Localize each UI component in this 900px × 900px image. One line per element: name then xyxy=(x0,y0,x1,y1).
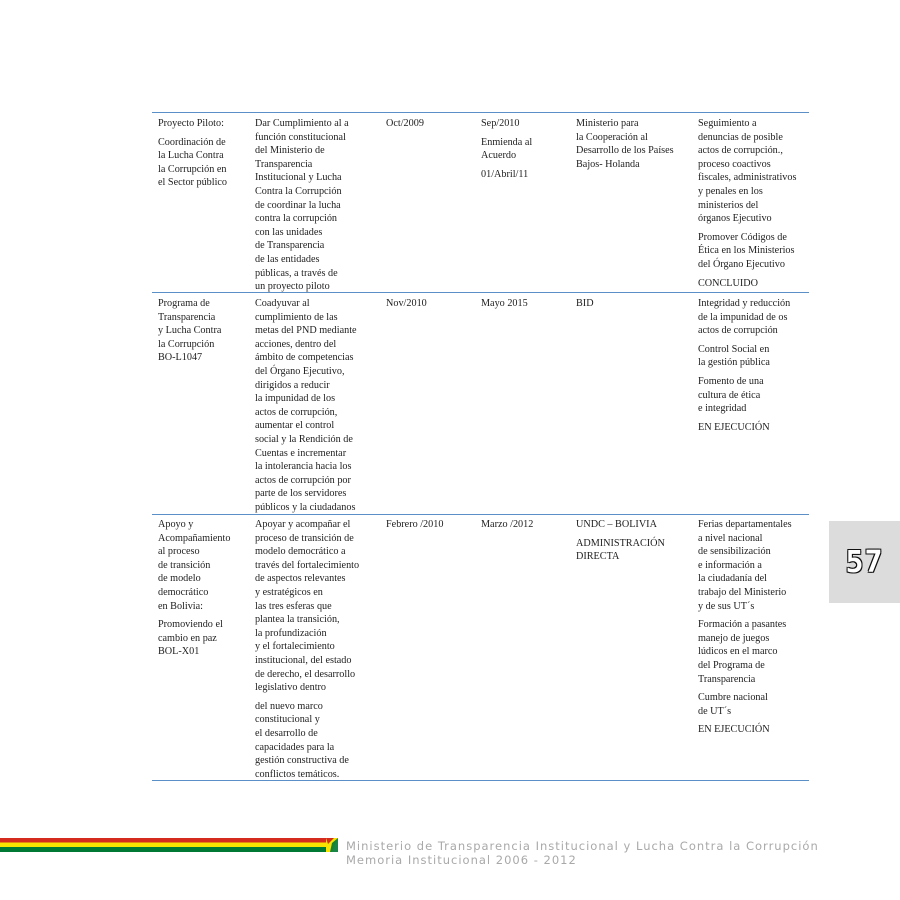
cell-paragraph: Ferias departamentales a nivel nacional de sensibilización e información a la ciudadanía del trabajo del Ministerio y de sus UT´s xyxy=(698,519,792,612)
cell-paragraph: Integridad y reducción de la impunidad de os actos de corrupción xyxy=(698,298,791,337)
cell-paragraph: Mayo 2015 xyxy=(481,298,528,309)
results-cell xyxy=(698,117,809,295)
project-cell xyxy=(158,117,250,195)
cell-paragraph: Promoviendo el cambio en paz BOL-X01 xyxy=(158,619,223,658)
start-date-cell xyxy=(386,297,478,316)
end-date-cell xyxy=(481,518,573,537)
flag-yellow-stripe xyxy=(0,843,326,848)
cell-paragraph: Nov/2010 xyxy=(386,298,427,309)
cell-paragraph: ADMINISTRACIÓN DIRECTA xyxy=(576,537,665,563)
end-date-cell xyxy=(481,297,573,316)
cell-paragraph: BID xyxy=(576,298,594,309)
cell-paragraph: Seguimiento a denuncias de posible actos de corrupción., proceso coactivos fiscales, administrativos y penales en los ministerios del órganos Ejecutivo xyxy=(698,118,797,225)
objective-cell xyxy=(255,297,381,520)
funder-cell xyxy=(576,297,694,316)
funder-cell xyxy=(576,518,694,569)
status-text: CONCLUIDO xyxy=(698,277,758,289)
start-date-cell xyxy=(386,518,478,537)
cell-paragraph: Promover Códigos de Ética en los Ministerios del Órgano Ejecutivo xyxy=(698,231,795,270)
cell-paragraph: Proyecto Piloto: xyxy=(158,118,224,129)
cell-paragraph: Marzo /2012 xyxy=(481,519,534,530)
cell-paragraph: Apoyo y Acompañamiento al proceso de transición de modelo democrático en Bolivia: xyxy=(158,519,231,612)
cell-paragraph: Control Social en la gestión pública xyxy=(698,343,770,369)
status-text: EN EJECUCIÓN xyxy=(698,724,770,736)
page-number-tab xyxy=(829,521,900,603)
footer-ministry-name: Ministerio de Transparencia Institucional y Lucha Contra la Corrupción xyxy=(346,839,819,853)
cell-paragraph: Enmienda al Acuerdo xyxy=(481,136,533,162)
funder-cell xyxy=(576,117,694,176)
objective-cell xyxy=(255,117,381,299)
page-number: 57 xyxy=(845,544,884,580)
start-date-cell xyxy=(386,117,478,136)
cell-paragraph: Coadyuvar al cumplimiento de las metas del PND mediante acciones, dentro del ámbito de competencias del Órgano Ejecutivo, dirigidos a reducir la impunidad de los actos de corrupción, aumentar el control social y la Rendición de Cuentas e incrementar la intolerancia hacia los actos de corrupción por parte de los servidores públicos y la ciudadanos xyxy=(255,298,357,513)
cell-paragraph: UNDC – BOLIVIA xyxy=(576,519,657,530)
flag-red-stripe xyxy=(0,838,326,843)
results-cell xyxy=(698,518,809,742)
cell-paragraph: Apoyar y acompañar el proceso de transición de modelo democrático a través del fortalecimiento de aspectos relevantes y estratégicos en las tres esferas que plantea la transición, la profundización y el fortalecimiento institucional, del estado de derecho, el desarrollo legislativo dentro xyxy=(255,519,360,694)
cell-paragraph: 01/Abril/11 xyxy=(481,168,529,180)
cell-paragraph: del nuevo marco constitucional y el desarrollo de capacidades para la gestión constructiva de conflictos temáticos. xyxy=(255,700,349,780)
project-cell xyxy=(158,297,250,370)
objective-cell xyxy=(255,518,381,786)
cell-paragraph: Dar Cumplimiento al a función constitucional del Ministerio de Transparencia Institucional y Lucha Contra la Corrupción de coordinar la lucha contra la corrupción con las unidades de Transparencia de las entidades públicas, a través de un proyecto piloto xyxy=(255,118,349,293)
footer-report-title: Memoria Institucional 2006 - 2012 xyxy=(346,853,577,867)
cell-paragraph: Oct/2009 xyxy=(386,118,424,129)
cell-paragraph: Febrero /2010 xyxy=(386,519,444,530)
cell-paragraph: Sep/2010 xyxy=(481,118,520,129)
cell-paragraph: Programa de Transparencia y Lucha Contra la Corrupción BO-L1047 xyxy=(158,298,222,364)
flag-green-stripe xyxy=(0,847,326,852)
results-cell xyxy=(698,297,809,439)
flag-stripes-icon xyxy=(0,838,340,852)
cell-paragraph: Cumbre nacional de UT´s xyxy=(698,692,768,717)
project-cell xyxy=(158,518,250,664)
table-bottom-rule xyxy=(152,780,809,781)
status-text: EN EJECUCIÓN xyxy=(698,421,770,433)
cell-paragraph: Coordinación de la Lucha Contra la Corrupción en el Sector público xyxy=(158,136,228,189)
table-top-rule xyxy=(152,112,809,113)
row-divider xyxy=(152,514,809,515)
cell-paragraph: Fomento de una cultura de ética e integridad xyxy=(698,375,764,415)
cell-paragraph: Ministerio para la Cooperación al Desarrollo de los Países Bajos- Holanda xyxy=(576,118,674,170)
cell-paragraph: Formación a pasantes manejo de juegos lúdicos en el marco del Programa de Transparencia xyxy=(698,619,787,685)
end-date-cell xyxy=(481,117,573,186)
